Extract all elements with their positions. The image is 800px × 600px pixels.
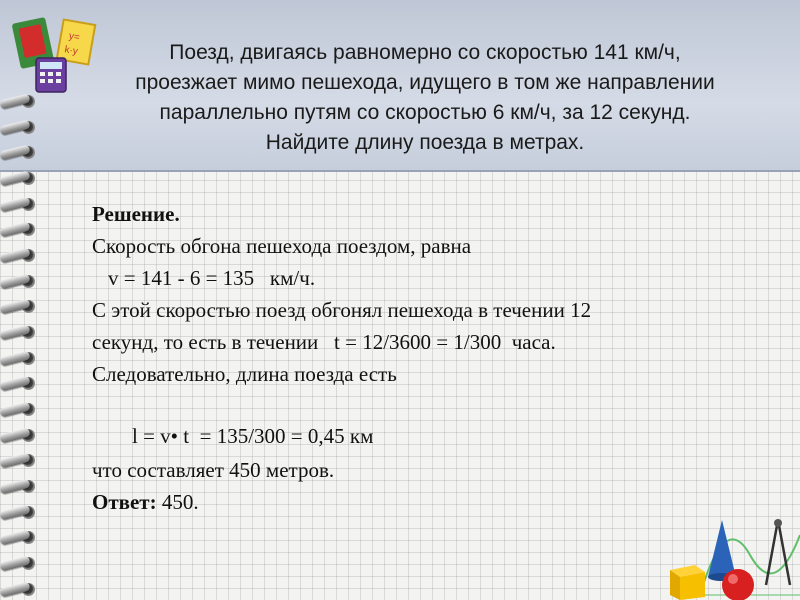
logo-text-top: y= xyxy=(67,30,81,44)
solution-line-6: что составляет 450 метров. xyxy=(92,458,335,482)
cube-icon xyxy=(670,565,705,600)
calculator-icon xyxy=(36,58,66,92)
solution-line-5: Следовательно, длина поезда есть xyxy=(92,362,397,386)
compass-icon xyxy=(766,519,790,585)
geometry-shapes-decoration xyxy=(650,515,800,600)
solution-line-3: С этой скоростью поезд обгонял пешехода в течении 12 xyxy=(92,298,592,322)
logo-text-bottom: k·y xyxy=(63,44,79,58)
answer-line xyxy=(92,490,199,515)
answer-value: 450. xyxy=(156,490,199,514)
solution-line-4: секунд, то есть в течении t = 12/3600 = 1/300 часа. xyxy=(92,330,556,354)
books-calculator-logo xyxy=(8,8,108,98)
solution-heading: Решение. xyxy=(92,202,180,226)
sphere-icon xyxy=(722,569,754,600)
problem-statement: Поезд, двигаясь равномерно со скоростью 141 км/ч, проезжает мимо пешехода, идущего в том же направлении параллельно путям со скоростью 6 км/ч, за 12 секунд. Найдите длину поезда в метрах. xyxy=(135,41,715,154)
solution-formula: l = v• t = 135/300 = 0,45 км xyxy=(132,424,374,448)
solution-line-2: v = 141 - 6 = 135 км/ч. xyxy=(108,266,316,290)
spiral-binding xyxy=(0,88,44,600)
solution-line-1: Скорость обгона пешехода поездом, равна xyxy=(92,234,472,258)
answer-label: Ответ: xyxy=(92,490,157,514)
